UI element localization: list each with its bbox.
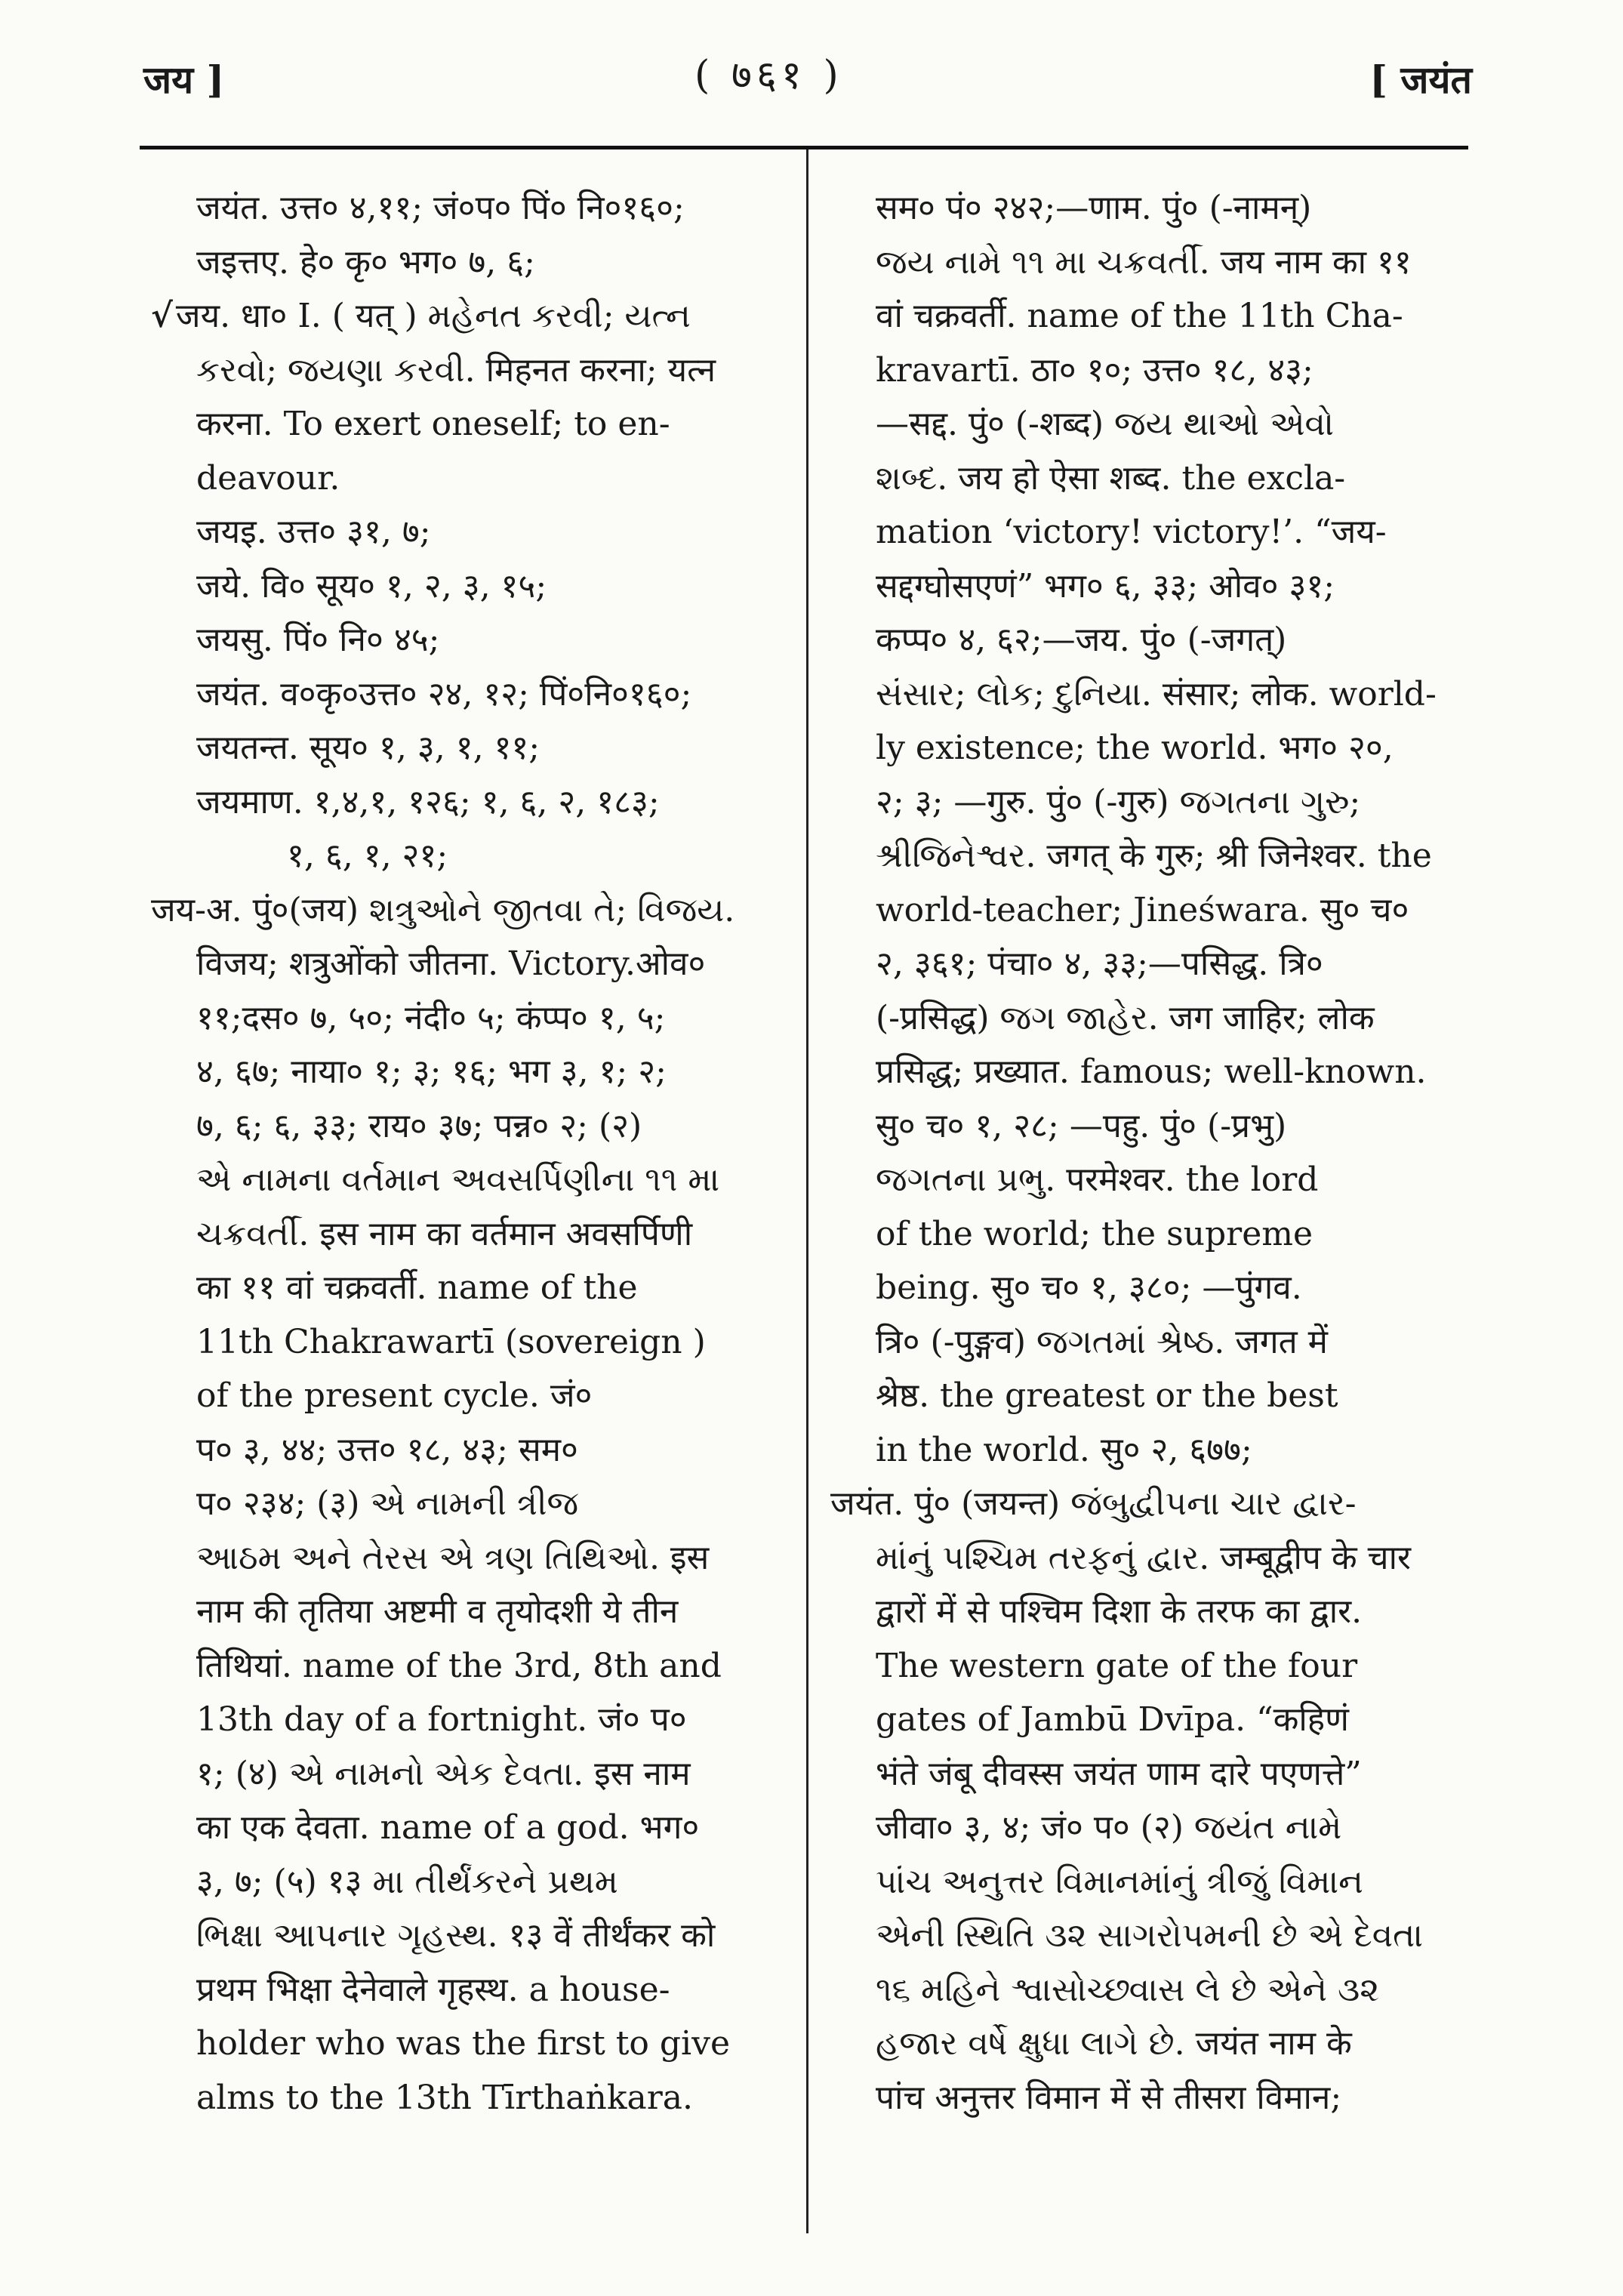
line-text: આઠમ અને તેરસ એ ત્રણ તિથિઓ. इस: [196, 1538, 710, 1577]
text-line: [151, 1747, 785, 1801]
line-text: श्रेष्ठ. the greatest or the best: [876, 1376, 1338, 1415]
text-line: [151, 1639, 785, 1693]
line-text: का ११ वां चक्रवर्ती. name of the: [196, 1268, 638, 1307]
text-line: [830, 1045, 1464, 1099]
line-text: kravartī. ठा० १०; उत्त० १८, ४३;: [876, 350, 1313, 390]
line-text: એ નામના વર્તમાન અવસર્પિણીના ૧૧ મા: [196, 1160, 720, 1199]
line-text: त्रि० (-पुङ्गव) જગતમાં શ્રેષ્ઠ. जगत में: [876, 1322, 1328, 1361]
line-text: સંસાર; લોક; દુનિયા. संसार; लोक. world-: [876, 674, 1437, 713]
text-line: [151, 1585, 785, 1639]
line-text: सु० च० १, २८; —पहु. पुं० (-प्रभु): [876, 1106, 1287, 1145]
line-text: कप्प० ४, ६२;—जय. पुं० (-जगत्): [876, 621, 1287, 659]
text-line: [151, 1369, 785, 1423]
text-line: [830, 1855, 1464, 1909]
line-text: जयतन्त. सूय० १, ३, १, ११;: [196, 729, 540, 767]
line-text: विजय; शत्रुओंको जीतना. Victory.ओव०: [196, 945, 706, 983]
text-line: [830, 1639, 1464, 1693]
text-line: [151, 883, 785, 938]
line-text: प्रसिद्ध; प्रख्यात. famous; well-known.: [876, 1052, 1427, 1091]
line-text: જગતના પ્રભુ. परमेश्वर. the lord: [876, 1160, 1319, 1199]
text-line: [830, 1909, 1464, 1963]
line-text: १; (४) એ નામનો એક દેવતા. इस नाम: [196, 1754, 691, 1793]
line-text: जयंत. उत्त० ४,११; जं०प० पिं० नि०१६०;: [196, 189, 685, 227]
line-text: હજાર વર્ષે ક્ષુધા લાગે છે. जयंत नाम के: [876, 2024, 1352, 2063]
text-line: [151, 1315, 785, 1370]
line-text: ७, ६; ६, ३३; राय० ३७; पन्न० २; (२): [196, 1106, 642, 1145]
text-line: [151, 937, 785, 991]
line-text: सद्दग्घोसएणं” भग० ६, ३३; ओव० ३१;: [876, 566, 1335, 606]
line-text: १, ६, १, २१;: [287, 837, 448, 875]
line-text: जयइ. उत्त० ३१, ७;: [196, 513, 431, 551]
text-line: [830, 1585, 1464, 1639]
text-line: [151, 289, 785, 344]
line-text: जीवा० ३, ४; जं० प० (२) જયંત નામે: [876, 1808, 1342, 1847]
line-text: —सद्द. पुं० (-शब्द) જય થાઓ એવો: [876, 405, 1334, 443]
line-text: holder who was the first to give: [196, 2024, 731, 2063]
text-line: [151, 344, 785, 398]
text-line: [830, 775, 1464, 830]
text-line: [151, 1261, 785, 1315]
text-line: [830, 289, 1464, 344]
text-line: [151, 1963, 785, 2017]
text-line: [830, 1423, 1464, 1478]
text-line: [830, 2017, 1464, 2071]
text-line: [151, 1423, 785, 1478]
text-line: [151, 1801, 785, 1855]
line-text: जयसु. पिं० नि० ४५;: [196, 621, 440, 659]
text-line: [151, 721, 785, 775]
line-text: world-teacher; Jineśwara. सु० च०: [876, 890, 1409, 929]
line-text: deavour.: [196, 458, 340, 498]
line-text: શબ્દ. जय हो ऐसा शब्द. the excla-: [876, 458, 1346, 498]
text-line: [830, 937, 1464, 991]
text-line: [830, 181, 1464, 236]
line-text: २, ३६१; पंचा० ४, ३३;—पसिद्ध. त्रि०: [876, 945, 1323, 983]
line-text: 13th day of a fortnight. जं० प०: [196, 1700, 687, 1739]
line-text: ३, ७; (५) १३ મા તીર્થંકરને પ્રથમ: [196, 1862, 618, 1901]
line-text: २; ३; —गुरु. पुं० (-गुरु) જગતના ગુરુ;: [876, 782, 1361, 821]
line-text: सम० पं० २४२;—णाम. पुं० (-नामन्): [876, 189, 1312, 227]
text-line: [830, 721, 1464, 775]
line-text: માંનું પશ્ચિમ તરફનું દ્વાર. जम्बूद्वीप के चार: [876, 1538, 1412, 1577]
line-text: वां चक्रवर्ती. name of the 11th Cha-: [876, 297, 1403, 335]
text-line: [830, 829, 1464, 883]
text-line: [830, 1099, 1464, 1154]
text-line: [151, 1909, 785, 1963]
line-text: जय-अ. पुं०(जय) શત્રુઓને જીતવા તે; વિજય.: [151, 890, 735, 929]
line-text: પાંચ અનુત્તર વિમાનમાંનું ત્રીજું વિમાન: [876, 1862, 1363, 1901]
text-line: [151, 1153, 785, 1207]
text-line: [830, 1153, 1464, 1207]
line-text: करना. To exert oneself; to en-: [196, 405, 670, 443]
header-rule: [140, 146, 1468, 149]
line-text: in the world. सु० २, ६७७;: [876, 1430, 1252, 1469]
text-line: [830, 1531, 1464, 1586]
line-text: ४, ६७; नाया० १; ३; १६; भग ३, १; २;: [196, 1052, 667, 1091]
text-line: [151, 991, 785, 1046]
line-text: ભિક્ષા આપનાર ગૃહસ્થ. १३ वें तीर्थंकर को: [196, 1916, 716, 1955]
text-line: [151, 667, 785, 722]
text-line: [151, 1477, 785, 1531]
line-text: of the present cycle. जं०: [196, 1376, 593, 1415]
line-text: ૧૬ મહિને શ્વાસોચ્છ્વાસ લે છે એને ૩૨: [876, 1970, 1380, 2009]
running-head-left: जय ]: [143, 57, 225, 102]
text-line: [151, 1207, 785, 1262]
running-head-right: [ जयंत: [1369, 57, 1472, 102]
text-line: [151, 613, 785, 667]
text-line: [151, 505, 785, 559]
line-text: alms to the 13th Tīrthaṅkara.: [196, 2078, 693, 2117]
text-line: [830, 236, 1464, 290]
text-line: [830, 1261, 1464, 1315]
line-text: કરવો; જયણા કરવી. मिहनत करना; यत्न: [196, 350, 716, 390]
text-line: [151, 451, 785, 506]
line-text: mation ‘victory! victory!’. “जय-: [876, 513, 1387, 551]
line-text: जये. वि० सूय० १, २, ३, १५;: [196, 566, 547, 606]
line-text: तिथियां. name of the 3rd, 8th and: [196, 1646, 722, 1685]
line-text: being. सु० च० १, ३८०; —पुंगव.: [876, 1268, 1302, 1307]
text-line: [151, 1693, 785, 1747]
text-line: [830, 2071, 1464, 2125]
page-header: [0, 0, 1623, 151]
text-line: [830, 667, 1464, 722]
text-line: [830, 1477, 1464, 1531]
line-text: प्रथम भिक्षा देनेवाले गृहस्थ. a house-: [196, 1970, 670, 2009]
text-line: [830, 883, 1464, 938]
line-text: जयमाण. १,४,१, १२६; १, ६, २, १८३;: [196, 782, 660, 821]
line-text: gates of Jambū Dvīpa. “कहिणं: [876, 1700, 1349, 1739]
text-line: [151, 775, 785, 830]
line-text: पांच अनुत्तर विमान में से तीसरा विमान;: [876, 2078, 1342, 2117]
line-text: प० ३, ४४; उत्त० १८, ४३; सम०: [196, 1430, 578, 1469]
check-mark-icon: √: [151, 297, 173, 335]
line-text: એની સ્થિતિ ૩૨ સાગરોપમની છે એ દેવતા: [876, 1916, 1424, 1955]
text-line: [151, 181, 785, 236]
text-line: [151, 2071, 785, 2125]
text-line: [151, 236, 785, 290]
column-divider: [806, 149, 808, 2233]
line-text: 11th Chakrawartī (sovereign ): [196, 1322, 706, 1361]
text-line: [151, 559, 785, 614]
line-text: जइत्तए. हे० कृ० भग० ७, ६;: [196, 242, 535, 282]
line-text: का एक देवता. name of a god. भग०: [196, 1808, 700, 1847]
line-text: प० २३४; (३) એ નામની ત્રીજ: [196, 1484, 579, 1523]
text-line: [151, 1531, 785, 1586]
text-line: [151, 1099, 785, 1154]
line-text: ly existence; the world. भग० २०,: [876, 729, 1394, 767]
text-line: [151, 2017, 785, 2071]
line-text: ११;दस० ७, ५०; नंदी० ५; कंप्प० १, ५;: [196, 998, 666, 1037]
line-text: जयंत. व०कृ०उत्त० २४, १२; पिं०नि०१६०;: [196, 674, 692, 713]
line-text: जयंत. पुं० (जयन्त) જંબુદ્વીપના ચાર દ્વાર-: [830, 1484, 1357, 1523]
text-line: [830, 1747, 1464, 1801]
text-line: [151, 397, 785, 451]
line-text: जय. धा० I. ( यत् ) મહેનત કરવી; યત્ન: [175, 297, 691, 335]
text-line: [830, 1963, 1464, 2017]
line-text: नाम की तृतिया अष्टमी व तृयोदशी ये तीन: [196, 1592, 679, 1631]
line-text: ચક્રવર્તી. इस नाम का वर्तमान अवसर्पिणी: [196, 1214, 693, 1253]
text-line: [830, 397, 1464, 451]
text-line: [830, 344, 1464, 398]
line-text: જય નામે ૧૧ મા ચક્રવર્તી. जय नाम का ११: [876, 242, 1412, 282]
right-column: [830, 181, 1464, 2125]
line-text: of the world; the supreme: [876, 1214, 1313, 1253]
line-text: द्वारों में से पश्चिम दिशा के तरफ का द्वार.: [876, 1592, 1363, 1631]
text-line: [830, 613, 1464, 667]
text-line: [830, 1693, 1464, 1747]
text-line: [830, 1801, 1464, 1855]
text-line: [830, 505, 1464, 559]
line-text: The western gate of the four: [876, 1646, 1358, 1685]
page-number: ( ७६१ ): [694, 53, 843, 98]
text-line: [830, 1207, 1464, 1262]
line-text: (-प्रसिद्ध) જગ જાહેર. जग जाहिर; लोक: [876, 998, 1375, 1037]
text-line: [830, 451, 1464, 506]
text-line: [830, 1369, 1464, 1423]
left-column: [151, 181, 785, 2125]
text-line: [830, 1315, 1464, 1370]
text-line: [151, 829, 785, 883]
text-line: [151, 1855, 785, 1909]
line-text: શ્રીજિનેશ્વર. जगत् के गुरु; श्री जिनेश्वर. the: [876, 837, 1432, 875]
text-line: [830, 991, 1464, 1046]
line-text: भंते जंबू दीवस्स जयंत णाम दारे पएणत्ते”: [876, 1754, 1362, 1793]
text-line: [830, 559, 1464, 614]
text-line: [151, 1045, 785, 1099]
